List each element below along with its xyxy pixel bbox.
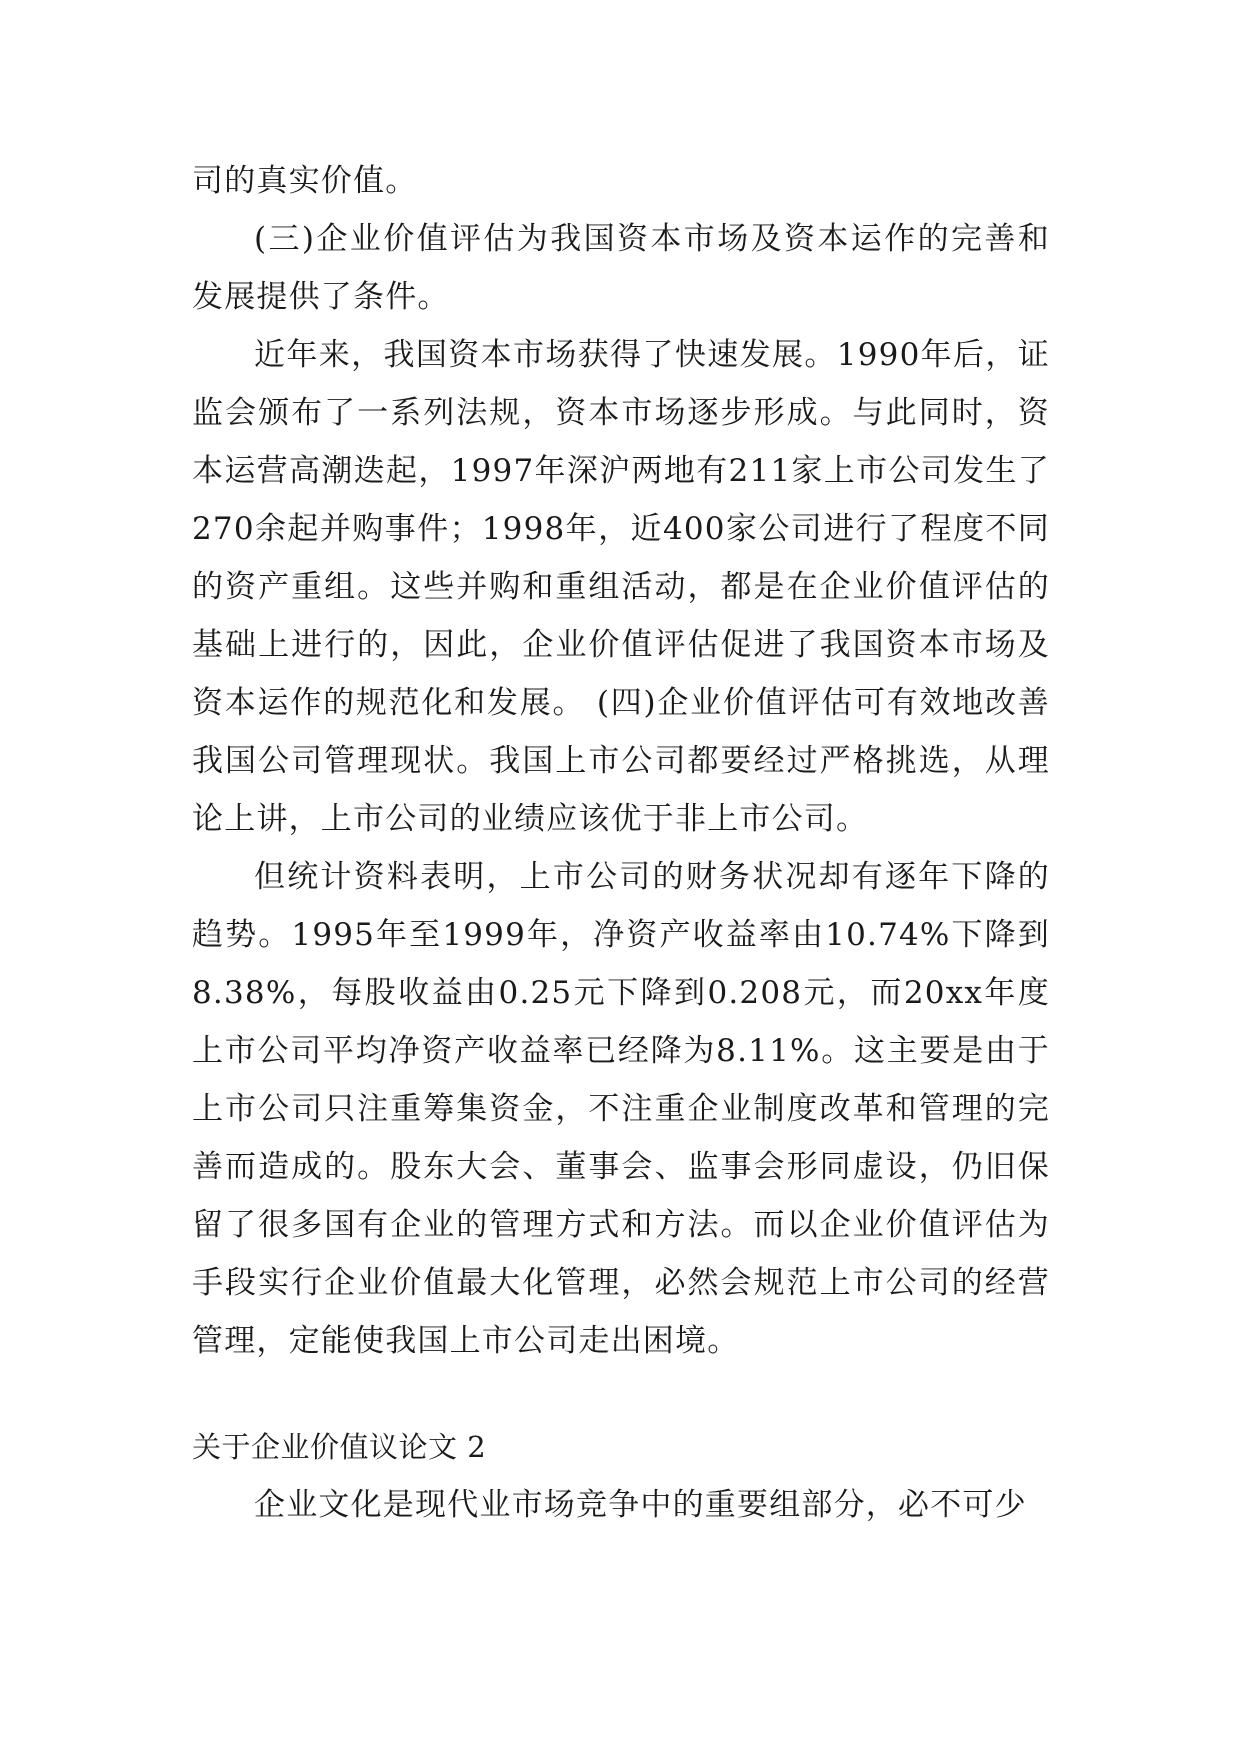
paragraph-subsection-three: (三)企业价值评估为我国资本市场及资本运作的完善和发展提供了条件。	[192, 221, 1050, 315]
paragraph-corporate-culture: 企业文化是现代业市场竞争中的重要组部分，必不可少	[254, 1487, 1027, 1523]
paragraph-continuation: 司的真实价值。	[192, 163, 418, 199]
document-page	[192, 152, 1050, 1534]
paragraph-statistics: 但统计资料表明，上市公司的财务状况却有逐年下降的趋势。1995年至1999年，净资产收益率由10.74%下降到8.38%，每股收益由0.25元下降到0.208元，而20xx年度上市公司平均净资产收益率已经降为8.11%。这主要是由于上市公司只注重筹集资金，不注重企业制度改革和管理的完善而造成的。股东大会、董事会、监事会形同虚设，仍旧保留了很多国有企业的管理方式和方法。而以企业价值评估为手段实行企业价值最大化管理，必然会规范上市公司的经营管理，定能使我国上市公司走出困境。	[192, 859, 1050, 1359]
paragraph-capital-market: 近年来，我国资本市场获得了快速发展。1990年后，证监会颁布了一系列法规，资本市场逐步形成。与此同时，资本运营高潮迭起，1997年深沪两地有211家上市公司发生了270余起并购事件；1998年，近400家公司进行了程度不同的资产重组。这些并购和重组活动，都是在企业价值评估的基础上进行的，因此，企业价值评估促进了我国资本市场及资本运作的规范化和发展。 (四)企业价值评估可有效地改善我国公司管理现状。我国上市公司都要经过严格挑选，从理论上讲，上市公司的业绩应该优于非上市公司。	[192, 337, 1050, 837]
section-heading: 关于企业价值议论文 2	[192, 1430, 487, 1464]
